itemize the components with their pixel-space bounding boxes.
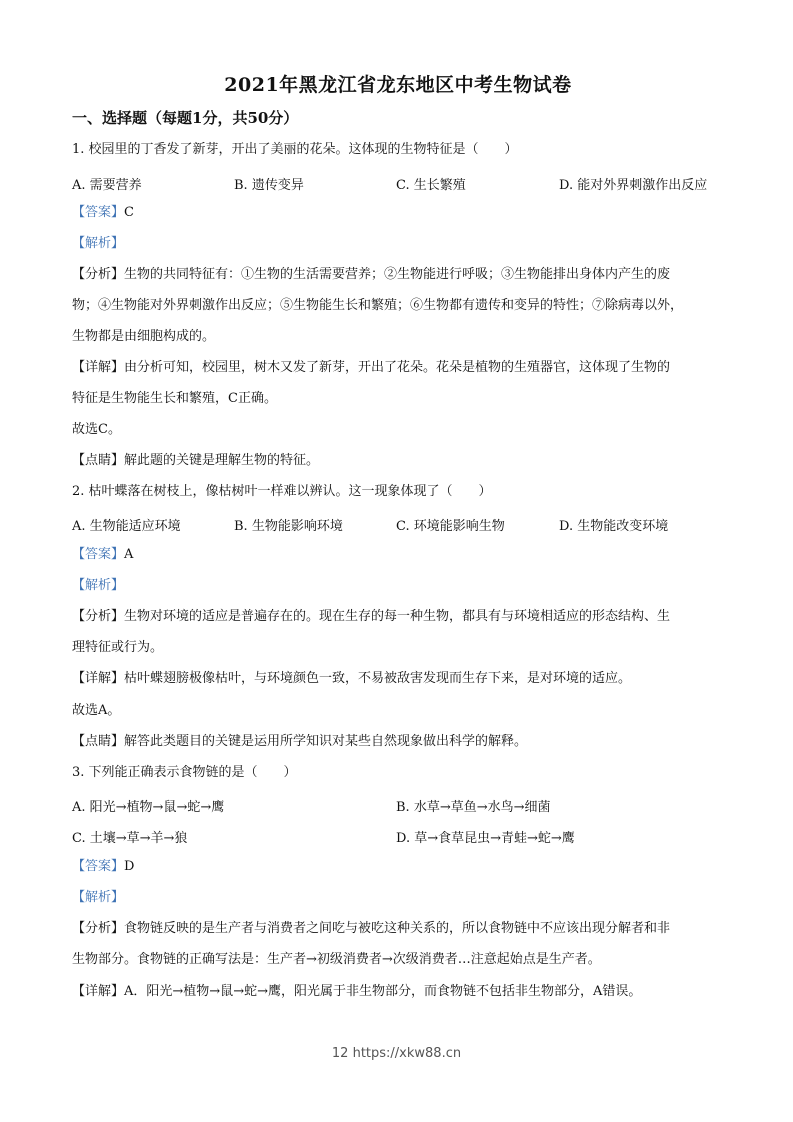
- q2-answer: [72, 547, 133, 563]
- q3-option-b: B. 水草→草鱼→水鸟→细菌: [396, 800, 551, 815]
- analysis-text: 食物链反映的是生产者与消费者之间吃与被吃这种关系的，所以食物链中不应该出现分解者和非: [124, 921, 671, 936]
- q2-choose: 故选A。: [72, 703, 121, 718]
- question-3-stem: 3. 下列能正确表示食物链的是（ ）: [72, 765, 297, 780]
- detail-label: 【详解】: [72, 984, 125, 999]
- tip-label: 【点睛】: [72, 734, 125, 749]
- answer-value: C: [124, 205, 134, 220]
- q3-option-d: D. 草→食草昆虫→青蛙→蛇→鹰: [396, 831, 575, 846]
- q1-answer: [72, 205, 134, 221]
- tip-text: 解此题的关键是理解生物的特征。: [124, 453, 320, 468]
- detail-text: 枯叶蝶翅膀极像枯叶，与环境颜色一致，不易被敌害发现而生存下来，是对环境的适应。: [124, 671, 632, 686]
- question-2-stem: 2. 枯叶蝶落在树枝上，像枯树叶一样难以辨认。这一现象体现了（ ）: [72, 484, 492, 499]
- analysis-label: 【分析】: [72, 267, 125, 282]
- q2-option-d: D. 生物能改变环境: [559, 519, 669, 534]
- q1-option-d: D. 能对外界刺激作出反应: [559, 178, 708, 193]
- question-1-stem: 1. 校园里的丁香发了新芽，开出了美丽的花朵。这体现的生物特征是（ ）: [72, 142, 518, 157]
- q2-option-b: B. 生物能影响环境: [234, 519, 343, 534]
- q3-analysis-line-2: 生物部分。食物链的正确写法是：生产者→初级消费者→次级消费者…注意起始点是生产者。: [72, 952, 601, 967]
- q3-option-a: A. 阳光→植物→鼠→蛇→鹰: [72, 800, 225, 815]
- analysis-text: 生物对环境的适应是普遍存在的。现在生存的每一种生物，都具有与环境相适应的形态结构、生: [124, 609, 671, 624]
- answer-value: D: [124, 859, 135, 874]
- q1-option-a: A. 需要营养: [72, 178, 142, 193]
- q1-option-c: C. 生长繁殖: [396, 178, 466, 193]
- q1-detail-line-1: [72, 360, 670, 376]
- q3-option-c: C. 土壤→草→羊→狼: [72, 831, 188, 846]
- section-heading: 一、选择题（每题1分，共50分）: [72, 109, 299, 127]
- q3-analysis-header: 【解析】: [72, 890, 125, 905]
- q2-analysis-line-2: 理特征或行为。: [72, 640, 164, 655]
- tip-text: 解答此类题目的关键是运用所学知识对某些自然现象做出科学的解释。: [124, 734, 528, 749]
- q3-analysis-line-1: [72, 921, 670, 937]
- q2-option-c: C. 环境能影响生物: [396, 519, 505, 534]
- q1-choose: 故选C。: [72, 422, 121, 437]
- page-title: 2021年黑龙江省龙东地区中考生物试卷: [224, 74, 572, 96]
- detail-text: 由分析可知，校园里，树木又发了新芽，开出了花朵。花朵是植物的生殖器官，这体现了生物的: [124, 360, 671, 375]
- detail-label: 【详解】: [72, 360, 125, 375]
- q1-analysis-line-1: [72, 267, 670, 283]
- q1-analysis-line-2: 物；④生物能对外界刺激作出反应；⑤生物能生长和繁殖；⑥生物都有遗传和变异的特性；⑦除病毒以外，: [72, 298, 684, 313]
- q1-detail-line-2: 特征是生物能生长和繁殖，C正确。: [72, 391, 277, 406]
- analysis-text: 生物的共同特征有：①生物的生活需要营养；②生物能进行呼吸；③生物能排出身体内产生的废: [124, 267, 671, 282]
- q1-option-b: B. 遗传变异: [234, 178, 304, 193]
- page-footer: 12 https://xkw88.cn: [331, 1046, 462, 1061]
- answer-label: 【答案】: [72, 547, 125, 562]
- q3-answer: [72, 859, 134, 875]
- q2-detail: [72, 671, 631, 687]
- q1-tip: [72, 453, 319, 469]
- answer-label: 【答案】: [72, 205, 125, 220]
- detail-label: 【详解】: [72, 671, 125, 686]
- q2-analysis-line-1: [72, 609, 670, 625]
- answer-value: A: [124, 547, 134, 562]
- q1-analysis-header: 【解析】: [72, 236, 125, 251]
- analysis-label: 【分析】: [72, 921, 125, 936]
- q1-analysis-line-3: 生物都是由细胞构成的。: [72, 329, 216, 344]
- q2-option-a: A. 生物能适应环境: [72, 519, 181, 534]
- q2-tip: [72, 734, 527, 750]
- q2-analysis-header: 【解析】: [72, 578, 125, 593]
- tip-label: 【点睛】: [72, 453, 125, 468]
- q3-detail: [72, 984, 641, 1000]
- analysis-label: 【分析】: [72, 609, 125, 624]
- detail-text: A．阳光→植物→鼠→蛇→鹰，阳光属于非生物部分，而食物链不包括非生物部分，A错误。: [124, 984, 642, 999]
- answer-label: 【答案】: [72, 859, 125, 874]
